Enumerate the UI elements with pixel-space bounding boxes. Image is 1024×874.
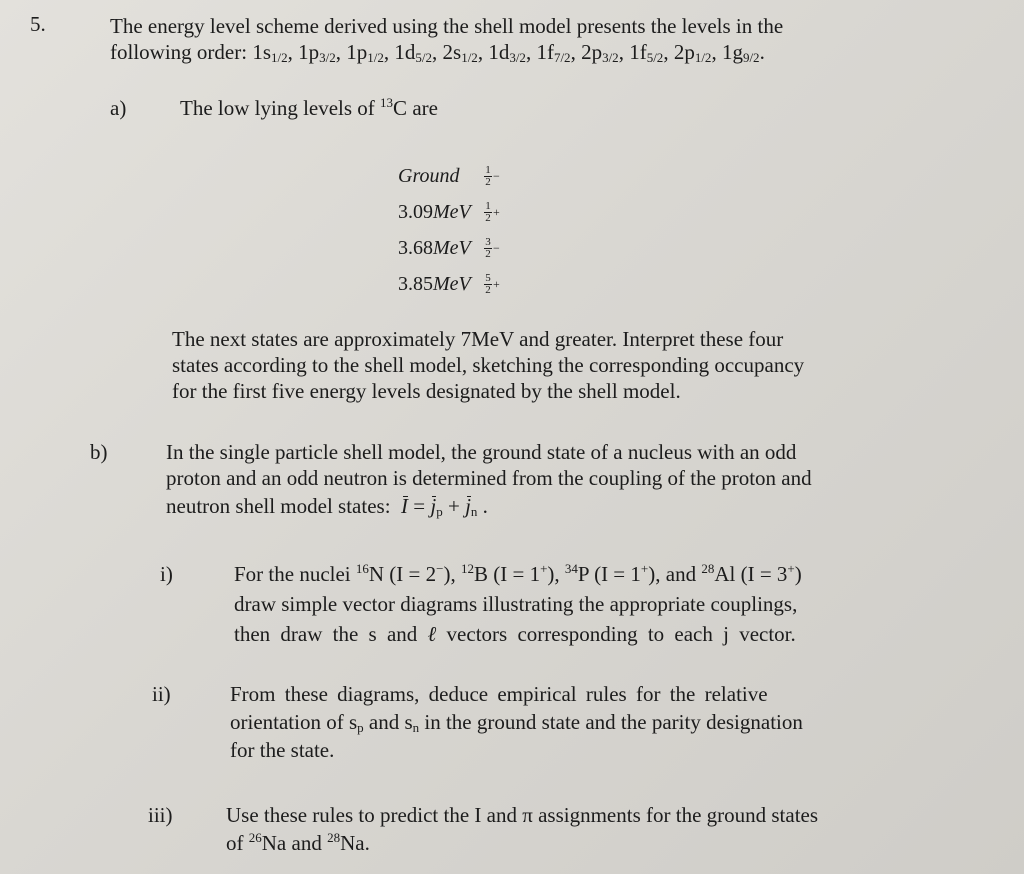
sub-i-line-3-a: then draw the s and [234,622,418,646]
intro-line-1 [110,14,922,39]
sub-i-line-2: draw simple vector diagrams illustrating the appropriate couplings, [234,592,798,616]
parity-sign: − [493,240,500,255]
sub-i-line-3-b: vectors corresponding to each j vector. [446,622,796,646]
part-b-label: b) [90,440,108,464]
na28-mass: 28 [327,830,341,845]
parity-sign: + [493,204,500,219]
intro-line-2 [110,40,765,65]
orbital-item: $2p_{3/2}$, [581,40,630,65]
nucleus-item: $^{12}$B (I = 1+), [460,561,565,586]
na26-mass: 26 [248,830,262,845]
part-b-line-3 [166,494,488,519]
coupling-equation: $I = j_p + j_n$ . [401,494,488,519]
c13-mass-number: 13 [380,95,394,110]
level-row [398,230,500,266]
sub-iii-line-2-c: . [364,831,370,855]
level-row [398,266,500,302]
na26-element: Na [261,831,287,855]
sub-iii-line-1: Use these rules to predict the I and π assignments for the ground states [226,803,819,827]
sub-i-line-3 [234,622,796,647]
sub-ii-line-2 [230,710,803,735]
nucleus-item: $^{34}$P (I = 1+), and [564,561,702,586]
c13-element: C [393,96,408,120]
orbital-item: $2s_{1/2}$, [442,40,489,65]
nucleus-item: $^{28}$Al (I = 3+) [701,561,802,586]
ell-symbol: ℓ [427,622,437,646]
sub-i-prefix: For the nuclei [234,562,356,586]
nuclei-list [356,562,802,586]
orbital-item: $1p_{3/2}$, [298,40,347,65]
sub-ii-line-2-a: orientation of s [230,710,358,734]
level-row [398,158,500,194]
sub-p: p [357,720,364,735]
part-a-para-line-2: states according to the shell model, sketching the corresponding occupancy [172,353,805,377]
part-a-intro [180,96,438,121]
level-energy: Ground [398,164,460,187]
part-a-para-line-3: for the first five energy levels designated by the shell model. [172,379,681,403]
spin-fraction: $\frac{5}{2}$ [485,271,491,296]
orbital-item: $1p_{1/2}$, [346,40,395,65]
part-a-para-line-1: The next states are approximately 7MeV and greater. Interpret these four [172,327,784,351]
sub-iii-line-2-b: and [286,831,328,855]
sub-i-line-1 [234,562,802,587]
sub-i-label: i) [160,562,173,586]
level-row [398,194,500,230]
part-a-intro-tail: are [407,96,438,120]
sub-ii-line-3: for the state. [230,738,335,762]
sub-iii-label: iii) [148,803,173,827]
orbital-item: $1d_{5/2}$, [394,40,443,65]
orbital-item: $2p_{1/2}$, [673,40,722,65]
sub-ii-line-1: From these diagrams, deduce empirical rules for the relative [230,682,768,706]
parity-sign: + [493,276,500,291]
level-energy: 3.68MeV [398,236,471,259]
orbital-item: $1f_{7/2}$, [536,40,582,65]
nucleus-item: $^{16}$N (I = 2−), [355,561,461,586]
sub-iii-line-2-a: of [226,831,249,855]
sub-ii-line-2-c: in the ground state and the parity designation [419,710,803,734]
level-table [398,158,500,302]
part-a-intro-text: The low lying levels of [180,96,381,120]
part-b-line-1: In the single particle shell model, the ground state of a nucleus with an odd [166,440,797,464]
sub-n: n [412,720,420,735]
sub-ii-label: ii) [152,682,171,706]
part-b-line-2: proton and an odd neutron is determined from the coupling of the proton and [166,466,812,490]
part-a-label: a) [110,96,127,120]
question-number: 5. [30,12,46,36]
level-energy: 3.09MeV [398,200,471,223]
intro-prefix: following order: [110,40,248,64]
orbital-item: $1s_{1/2}$, [252,40,299,65]
orbital-item: $1g_{9/2}$. [721,40,765,65]
na28-element: Na [340,831,365,855]
intro-text: The energy level scheme derived using the shell model presents the levels in the [110,14,784,38]
spin-fraction: $\frac{1}{2}$ [485,163,491,188]
sub-ii-line-2-b: and s [363,710,413,734]
spin-fraction: $\frac{3}{2}$ [485,235,491,260]
part-b-line-3-text: neutron shell model states: [166,494,391,518]
sub-iii-line-2 [226,831,370,856]
orbital-item: $1d_{3/2}$, [488,40,537,65]
level-energy: 3.85MeV [398,272,471,295]
orbital-sequence [252,40,765,64]
orbital-item: $1f_{5/2}$, [629,40,674,65]
spin-fraction: $\frac{1}{2}$ [485,199,491,224]
parity-sign: − [493,168,500,183]
